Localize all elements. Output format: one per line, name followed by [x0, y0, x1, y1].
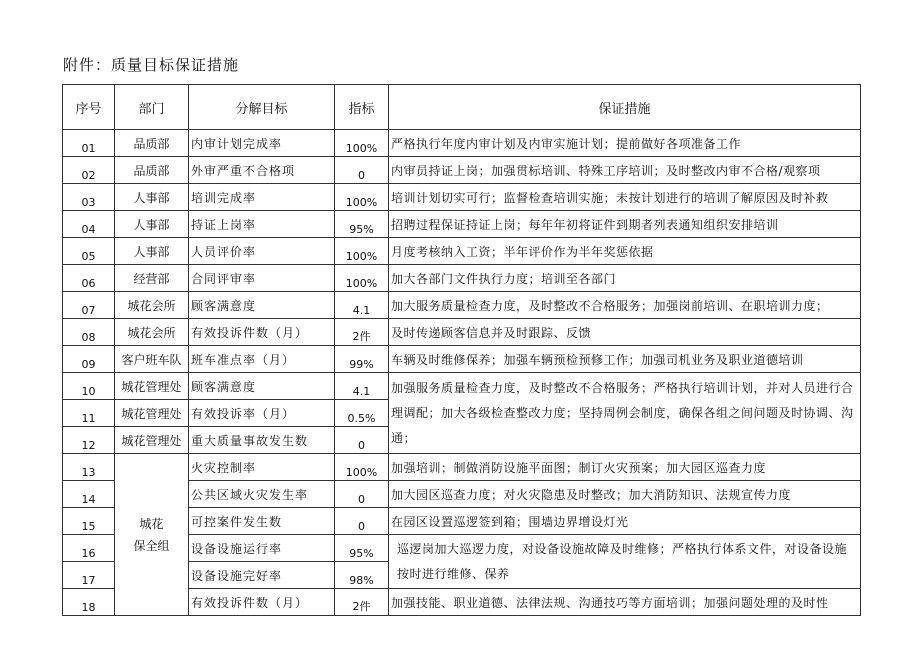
- row-goal: 顾客满意度: [189, 292, 335, 319]
- row-no: 11: [63, 400, 115, 427]
- row-measure: 培训计划切实可行；监督检查培训实施；未按计划进行的培训了解原因及时补救: [389, 184, 861, 211]
- row-no: 17: [63, 562, 115, 589]
- row-goal: 内审计划完成率: [189, 130, 335, 157]
- quality-measures-table: [62, 84, 861, 616]
- row-dept-merged: [115, 454, 189, 616]
- row-goal: 顾客满意度: [189, 373, 335, 400]
- header-measure: 保证措施: [389, 85, 861, 130]
- row-index: 100%: [335, 238, 389, 265]
- row-dept: 城花管理处: [115, 427, 189, 454]
- row-dept: 经营部: [115, 265, 189, 292]
- row-goal: 合同评审率: [189, 265, 335, 292]
- row-index: 0: [335, 481, 389, 508]
- row-measure: 加大园区巡查力度；对火灾隐患及时整改；加大消防知识、法规宣传力度: [389, 481, 861, 508]
- row-no: 15: [63, 508, 115, 535]
- table-row: [63, 454, 861, 481]
- row-goal: 培训完成率: [189, 184, 335, 211]
- table-row: [63, 238, 861, 265]
- row-no: 07: [63, 292, 115, 319]
- row-measure: 及时传递顾客信息并及时跟踪、反馈: [389, 319, 861, 346]
- row-goal: 有效投诉率（月）: [189, 400, 335, 427]
- row-index: 0: [335, 508, 389, 535]
- row-measure: 加强技能、职业道德、法律法规、沟通技巧等方面培训；加强问题处理的及时性: [389, 589, 861, 616]
- row-measure-merged: 巡逻岗加大巡逻力度，对设备设施故障及时维修；严格执行体系文件，对设备设施按时进行维修、保养: [389, 535, 861, 589]
- row-measure: 招聘过程保证持证上岗；每年年初将证件到期者列表通知组织安排培训: [389, 211, 861, 238]
- header-index: 指标: [335, 85, 389, 130]
- table-row: [63, 265, 861, 292]
- table-row: [63, 157, 861, 184]
- row-no: 13: [63, 454, 115, 481]
- row-index: 4.1: [335, 373, 389, 400]
- row-no: 02: [63, 157, 115, 184]
- header-no: 序号: [63, 85, 115, 130]
- row-index: 0.5%: [335, 400, 389, 427]
- row-index: 4.1: [335, 292, 389, 319]
- table-row: [63, 292, 861, 319]
- table-row: [63, 373, 861, 400]
- row-index: 100%: [335, 130, 389, 157]
- row-dept: 品质部: [115, 157, 189, 184]
- row-index: 100%: [335, 184, 389, 211]
- row-index: 2件: [335, 589, 389, 616]
- table-row: [63, 130, 861, 157]
- row-measure: 加强培训；制做消防设施平面图；制订火灾预案；加大园区巡查力度: [389, 454, 861, 481]
- row-goal: 外审严重不合格项: [189, 157, 335, 184]
- row-no: 10: [63, 373, 115, 400]
- row-goal: 有效投诉件数（月）: [189, 589, 335, 616]
- table-header-row: [63, 85, 861, 130]
- row-no: 18: [63, 589, 115, 616]
- row-index: 0: [335, 427, 389, 454]
- row-measure: 车辆及时维修保养；加强车辆预检预修工作；加强司机业务及职业道德培训: [389, 346, 861, 373]
- row-index: 99%: [335, 346, 389, 373]
- row-no: 01: [63, 130, 115, 157]
- row-index: 2件: [335, 319, 389, 346]
- row-goal: 有效投诉件数（月）: [189, 319, 335, 346]
- row-measure: 内审员持证上岗；加强贯标培训、特殊工序培训；及时整改内审不合格/观察项: [389, 157, 861, 184]
- row-dept: 城花管理处: [115, 373, 189, 400]
- row-dept: 客户班车队: [115, 346, 189, 373]
- row-dept: 城花管理处: [115, 400, 189, 427]
- table-row: [63, 184, 861, 211]
- page-title: 附件：质量目标保证措施: [63, 56, 240, 74]
- table-row: [63, 346, 861, 373]
- row-goal: 班车准点率（月）: [189, 346, 335, 373]
- header-goal: 分解目标: [189, 85, 335, 130]
- row-no: 09: [63, 346, 115, 373]
- row-measure-merged: 加强服务质量检查力度，及时整改不合格服务；严格执行培训计划，并对人员进行合理调配；加大各级检查整改力度；坚持周例会制度，确保各组之间问题及时协调、沟通；: [389, 373, 861, 454]
- row-index: 95%: [335, 211, 389, 238]
- row-measure: 严格执行年度内审计划及内审实施计划；提前做好各项准备工作: [389, 130, 861, 157]
- row-no: 05: [63, 238, 115, 265]
- row-measure: 加大服务质量检查力度，及时整改不合格服务；加强岗前培训、在职培训力度；: [389, 292, 861, 319]
- row-goal: 人员评价率: [189, 238, 335, 265]
- table-row: [63, 319, 861, 346]
- row-index: 0: [335, 157, 389, 184]
- row-goal: 设备设施完好率: [189, 562, 335, 589]
- row-dept: 城花会所: [115, 292, 189, 319]
- row-measure: 在园区设置巡逻签到箱；围墙边界增设灯光: [389, 508, 861, 535]
- table-row: [63, 211, 861, 238]
- row-dept: 城花会所: [115, 319, 189, 346]
- row-index: 100%: [335, 265, 389, 292]
- row-no: 03: [63, 184, 115, 211]
- merged-dept-label: 城花 保全组: [133, 516, 170, 553]
- row-no: 16: [63, 535, 115, 562]
- row-dept: 人事部: [115, 211, 189, 238]
- row-measure: 月度考核纳入工资；半年评价作为半年奖惩依据: [389, 238, 861, 265]
- row-dept: 人事部: [115, 238, 189, 265]
- row-goal: 火灾控制率: [189, 454, 335, 481]
- row-no: 14: [63, 481, 115, 508]
- row-index: 98%: [335, 562, 389, 589]
- row-no: 06: [63, 265, 115, 292]
- row-no: 08: [63, 319, 115, 346]
- row-index: 95%: [335, 535, 389, 562]
- row-dept: 人事部: [115, 184, 189, 211]
- row-dept: 品质部: [115, 130, 189, 157]
- header-dept: 部门: [115, 85, 189, 130]
- row-no: 12: [63, 427, 115, 454]
- row-goal: 可控案件发生数: [189, 508, 335, 535]
- row-goal: 设备设施运行率: [189, 535, 335, 562]
- row-index: 100%: [335, 454, 389, 481]
- row-goal: 公共区域火灾发生率: [189, 481, 335, 508]
- row-measure: 加大各部门文件执行力度；培训至各部门: [389, 265, 861, 292]
- row-goal: 重大质量事故发生数: [189, 427, 335, 454]
- row-goal: 持证上岗率: [189, 211, 335, 238]
- row-no: 04: [63, 211, 115, 238]
